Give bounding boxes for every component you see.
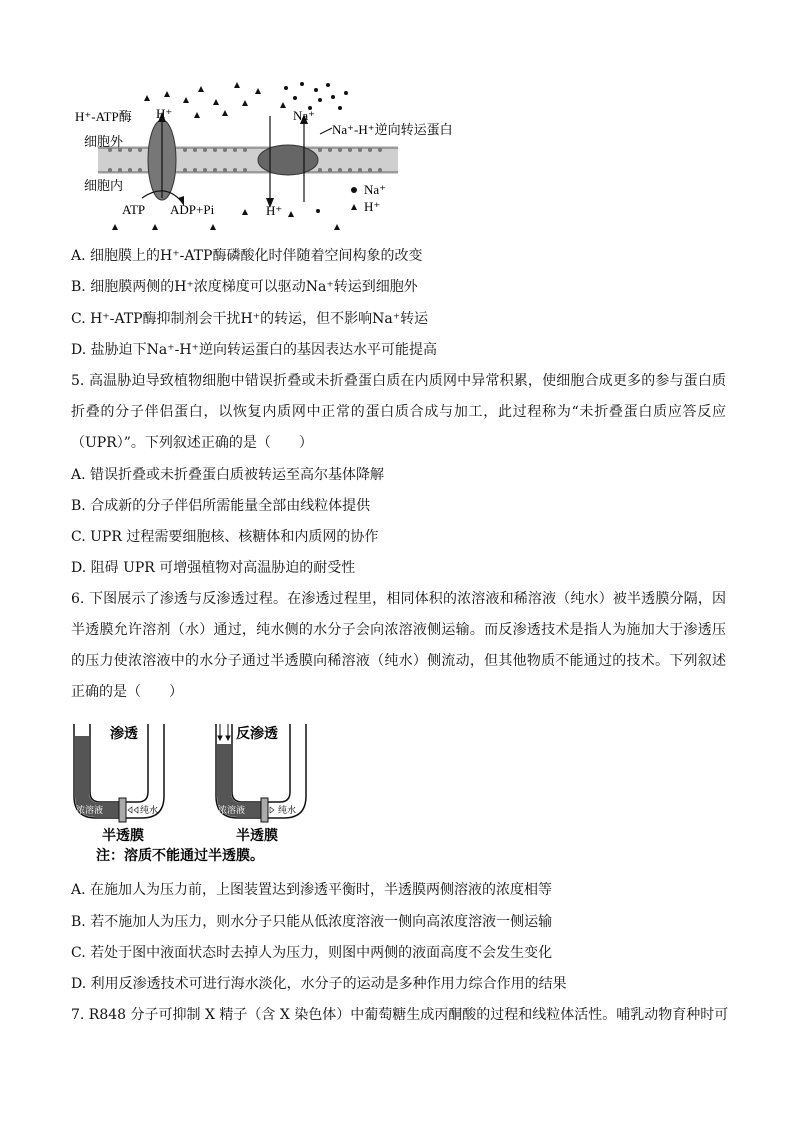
inside-label: 细胞内: [84, 178, 124, 193]
na-top-label: Na⁺: [293, 108, 316, 123]
legend-h-label: H⁺: [364, 199, 381, 214]
membrane-label-1: 半透膜: [102, 829, 144, 844]
osmosis-diagram: [70, 718, 340, 866]
h-atpase-label: H⁺-ATP酶: [75, 109, 132, 124]
q5-stem: 5. 高温胁迫导致植物细胞中错误折叠或未折叠蛋白质在内质网中异常积累，使细胞合成更多的参与蛋白质折叠的分子伴侣蛋白，以恢复内质网中正常的蛋白质合成与加工，此过程称为“未折叠蛋白质应答反应（UPR）”。下列叙述正确的是（ ）: [71, 373, 726, 451]
membrane-diagram: [70, 78, 470, 238]
membrane-label-2: 半透膜: [236, 829, 278, 844]
q6-option-c: C. 若处于图中液面状态时去掉人为压力，则图中两侧的液面高度不会发生变化: [71, 945, 553, 961]
h-bottom-label: H⁺: [266, 203, 283, 218]
q6-option-a: A. 在施加人为压力前，上图装置达到渗透平衡时，半透膜两侧溶液的浓度相等: [71, 882, 553, 898]
q5-option-d: D. 阻碍 UPR 可增强植物对高温胁迫的耐受性: [71, 560, 356, 576]
antiporter-label: Na⁺-H⁺逆向转运蛋白: [332, 122, 453, 137]
osmosis-label: 渗透: [110, 727, 138, 742]
pure-label-1: 纯水: [140, 805, 159, 815]
q4-option-d: D. 盐胁迫下Na⁺-H⁺逆向转运蛋白的基因表达水平可能提高: [71, 342, 437, 358]
membrane-transport-figure: [70, 78, 470, 238]
q6-stem: 6. 下图展示了渗透与反渗透过程。在渗透过程里，相同体积的浓溶液和稀溶液（纯水）被半透膜分隔，因半透膜允许溶剂（水）通过，纯水侧的水分子会向浓溶液侧运输。而反渗透技术是指人为施加大于渗透压的压力使浓溶液中的水分子通过半透膜向稀溶液（纯水）侧流动，但其他物质不能通过的技术。下列叙述正确的是（ ）: [71, 591, 726, 700]
h-top-label: H⁺: [156, 106, 173, 121]
antiporter-protein: [258, 145, 318, 175]
legend-na-label: Na⁺: [364, 182, 387, 197]
legend-na-dot: [351, 187, 357, 193]
outside-label: 细胞外: [84, 134, 124, 149]
pure-label-2: 纯水: [278, 805, 297, 815]
atp-label: ATP: [122, 202, 146, 217]
lipid-bilayer: [98, 146, 398, 174]
adp-label: ADP+Pi: [170, 202, 215, 217]
q6-option-b: B. 若不施加人为压力，则水分子只能从低浓度溶液一侧向高浓度溶液一侧运输: [71, 914, 553, 930]
legend-h-triangle: [351, 204, 357, 210]
q5-option-b: B. 合成新的分子伴侣所需能量全部由线粒体提供: [71, 498, 371, 514]
q4-option-a: A. 细胞膜上的H⁺-ATP酶磷酸化时伴随着空间构象的改变: [71, 248, 423, 264]
osmosis-figure: [70, 718, 340, 866]
osmosis-note: 注：溶质不能通过半透膜。: [96, 849, 264, 864]
q7-stem: 7. R848 分子可抑制 X 精子（含 X 染色体）中葡萄糖生成丙酮酸的过程和线粒体活性。哺乳动物育种时可: [71, 1007, 729, 1023]
conc-label-1: 浓溶液: [76, 805, 104, 815]
q6-option-d: D. 利用反渗透技术可进行海水淡化，水分子的运动是多种作用力综合作用的结果: [71, 976, 567, 992]
conc-label-2: 浓溶液: [218, 805, 246, 815]
q5-option-c: C. UPR 过程需要细胞核、核糖体和内质网的协作: [71, 529, 379, 545]
q5-option-a: A. 错误折叠或未折叠蛋白质被转运至高尔基体降解: [71, 467, 385, 483]
q4-option-c: C. H⁺-ATP酶抑制剂会干扰H⁺的转运，但不影响Na⁺转运: [71, 311, 429, 327]
reverse-osmosis-label: 反渗透: [236, 727, 278, 742]
q4-option-b: B. 细胞膜两侧的H⁺浓度梯度可以驱动Na⁺转运到细胞外: [71, 279, 418, 295]
